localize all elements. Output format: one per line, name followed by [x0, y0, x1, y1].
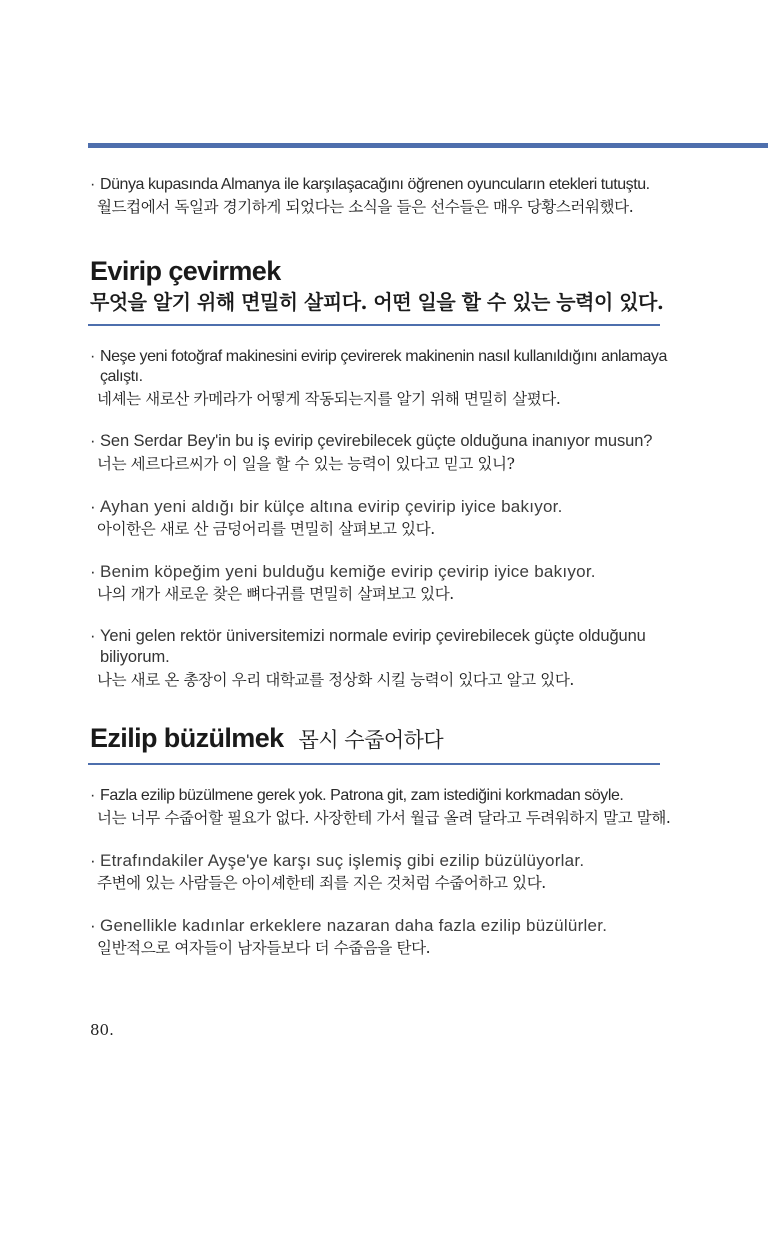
top-rule	[88, 143, 768, 148]
example-turkish-text: Yeni gelen rektör üniversitemizi normale evirip çevirebilecek güçte olduğunu biliyorum.	[100, 627, 646, 666]
example-korean-text: 주변에 있는 사람들은 아이셰한테 죄를 지은 것처럼 수줍어하고 있다.	[97, 874, 546, 892]
bullet-marker: ·	[90, 562, 96, 581]
section-title-row	[90, 256, 712, 287]
bullet-marker: ·	[90, 627, 96, 645]
example-turkish-line	[90, 915, 712, 936]
example-korean-text: 나는 새로 온 총장이 우리 대학교를 정상화 시킬 능력이 있다고 알고 있다.	[97, 671, 574, 689]
example-item	[90, 915, 712, 959]
example-turkish-text: Fazla ezilip büzülmene gerek yok. Patrona git, zam istediğini korkmadan söyle.	[100, 787, 624, 804]
bullet-marker: ·	[90, 432, 96, 450]
bullet-marker: ·	[90, 916, 96, 935]
bullet-marker: ·	[90, 851, 96, 870]
example-item	[90, 496, 712, 540]
example-korean-text: 일반적으로 여자들이 남자들보다 더 수줍음을 탄다.	[97, 939, 431, 957]
example-turkish-text: Benim köpeğim yeni bulduğu kemiğe evirip çevirip iyice bakıyor.	[100, 562, 596, 581]
section-title-korean: 무엇을 알기 위해 면밀히 살피다. 어떤 일을 할 수 있는 능력이 있다.	[90, 290, 664, 314]
example-korean-text: 네셰는 새로산 카메라가 어떻게 작동되는지를 알기 위해 면밀히 살폈다.	[97, 390, 561, 408]
intro-korean-text: 월드컵에서 독일과 경기하게 되었다는 소식을 들은 선수들은 매우 당황스러워했다.	[97, 198, 634, 216]
example-turkish-text: Neşe yeni fotoğraf makinesini evirip çevirerek makinenin nasıl kullanıldığını anlamaya çalıştı.	[100, 348, 667, 385]
bullet-marker: ·	[90, 176, 95, 193]
section-title-row	[90, 723, 712, 754]
section-divider	[88, 763, 660, 765]
example-turkish-line	[90, 626, 712, 668]
page-content	[90, 175, 712, 1039]
example-turkish-line	[90, 850, 712, 871]
example-korean-text: 나의 개가 새로운 찾은 뼈다귀를 면밀히 살펴보고 있다.	[97, 585, 454, 603]
example-item	[90, 786, 712, 829]
example-item	[90, 626, 712, 691]
bullet-marker: ·	[90, 348, 95, 365]
page-number: 80.	[90, 1021, 114, 1039]
example-item	[90, 850, 712, 894]
example-turkish-line	[90, 561, 712, 582]
intro-example	[90, 175, 712, 218]
example-turkish-line	[90, 786, 712, 806]
section-evirip-cevirmek-header	[90, 256, 712, 326]
section-ezilip-buzulmek-header	[90, 723, 712, 765]
example-korean-text: 너는 세르다르씨가 이 일을 할 수 있는 능력이 있다고 믿고 있니?	[97, 455, 515, 473]
intro-turkish-line	[90, 175, 712, 195]
bullet-marker: ·	[90, 497, 96, 516]
section-title-korean: 몹시 수줍어하다	[298, 728, 444, 752]
example-turkish-line	[90, 496, 712, 517]
example-turkish-text: Genellikle kadınlar erkeklere nazaran daha fazla ezilip büzülürler.	[100, 916, 608, 935]
example-turkish-line	[90, 431, 712, 452]
example-turkish-text: Etrafındakiler Ayşe'ye karşı suç işlemiş gibi ezilip büzülüyorlar.	[100, 851, 585, 870]
example-turkish-line	[90, 347, 712, 387]
section-title: Ezilip büzülmek	[90, 723, 284, 753]
example-item	[90, 347, 712, 410]
example-korean-text: 아이한은 새로 산 금덩어리를 면밀히 살펴보고 있다.	[97, 520, 435, 538]
example-turkish-text: Ayhan yeni aldığı bir külçe altına evirip çevirip iyice bakıyor.	[100, 497, 563, 516]
example-turkish-text: Sen Serdar Bey'in bu iş evirip çevirebilecek güçte olduğuna inanıyor musun?	[100, 432, 653, 450]
bullet-marker: ·	[90, 787, 95, 804]
example-item	[90, 431, 712, 475]
intro-turkish-text: Dünya kupasında Almanya ile karşılaşacağını öğrenen oyuncuların etekleri tutuştu.	[100, 176, 650, 193]
section-title: Evirip çevirmek	[90, 256, 281, 286]
section-divider	[88, 324, 660, 326]
example-item	[90, 561, 712, 605]
page	[0, 143, 768, 1242]
example-korean-text: 너는 너무 수줍어할 필요가 없다. 사장한테 가서 월급 올려 달라고 두려워하지 말고 말해.	[97, 809, 671, 827]
